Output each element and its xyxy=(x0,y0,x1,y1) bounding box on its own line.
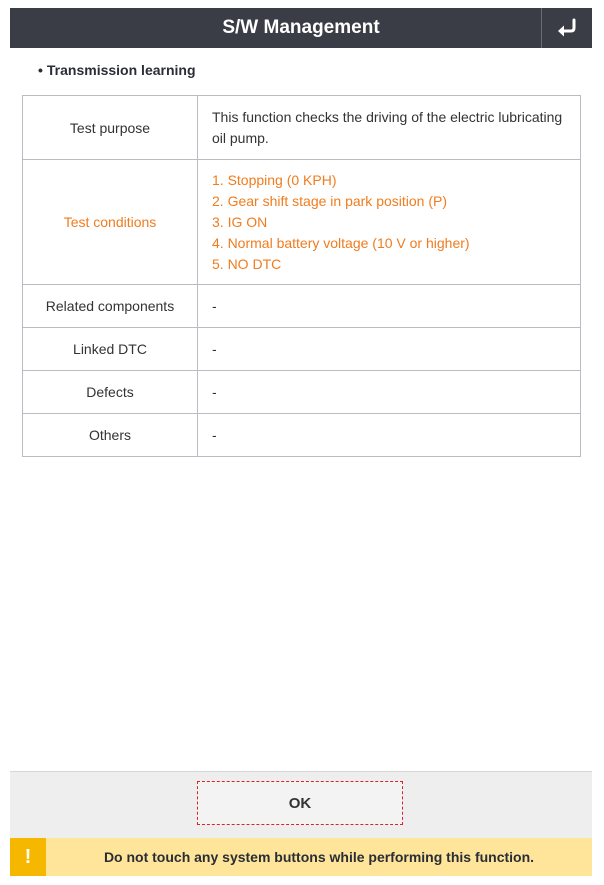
condition-item: 2. Gear shift stage in park position (P) xyxy=(212,192,447,209)
page-title: S/W Management xyxy=(222,17,380,38)
conditions-label: Test conditions xyxy=(23,160,198,285)
ok-button[interactable]: OK xyxy=(197,781,403,825)
section-title-text: Transmission learning xyxy=(46,62,196,78)
table-row-linked-dtc xyxy=(23,328,581,371)
others-label: Others xyxy=(23,414,198,457)
table-row-related xyxy=(23,285,581,328)
purpose-value: This function checks the driving of the electric lubricating oil pump. xyxy=(198,96,581,160)
section-bullet: • xyxy=(38,62,43,78)
warning-text: Do not touch any system buttons while performing this function. xyxy=(103,849,535,865)
condition-item: 5. NO DTC xyxy=(212,255,282,272)
table-row-conditions xyxy=(23,160,581,285)
purpose-label: Test purpose xyxy=(23,96,198,160)
warning-icon: ! xyxy=(10,838,46,876)
return-arrow-icon xyxy=(555,18,579,38)
section-title xyxy=(38,62,196,78)
warning-bar xyxy=(10,838,592,876)
others-value: - xyxy=(198,414,581,457)
related-label: Related components xyxy=(23,285,198,328)
table-row-others xyxy=(23,414,581,457)
linked-dtc-label: Linked DTC xyxy=(23,328,198,371)
condition-item: 3. IG ON xyxy=(212,213,268,230)
test-info-table xyxy=(22,95,581,457)
condition-item: 4. Normal battery voltage (10 V or higher) xyxy=(212,234,470,251)
defects-label: Defects xyxy=(23,371,198,414)
condition-item: 1. Stopping (0 KPH) xyxy=(212,171,337,188)
related-value: - xyxy=(198,285,581,328)
table-row-defects xyxy=(23,371,581,414)
defects-value: - xyxy=(198,371,581,414)
title-bar xyxy=(10,8,592,48)
back-button[interactable] xyxy=(542,8,592,48)
conditions-value xyxy=(198,160,581,285)
table-row-purpose xyxy=(23,96,581,160)
linked-dtc-value: - xyxy=(198,328,581,371)
